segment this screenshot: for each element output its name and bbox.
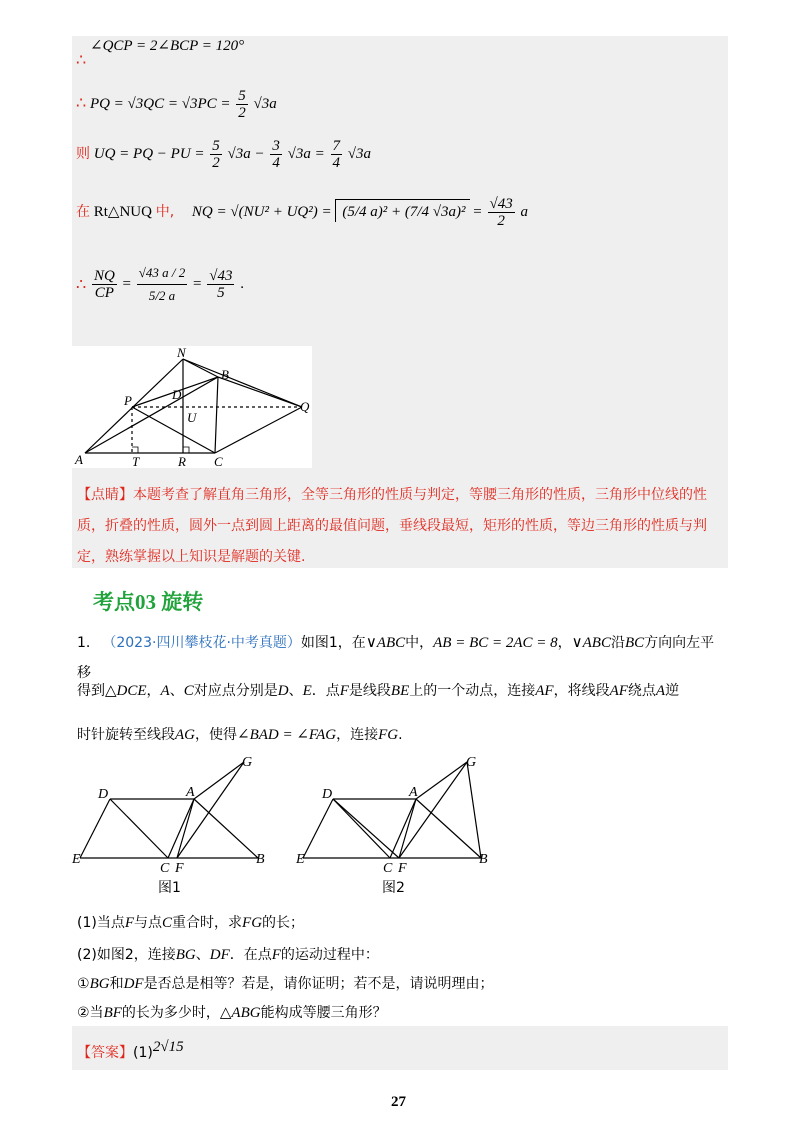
solution-line-1: ∠QCP = 2∠BCP = 120° xyxy=(90,38,245,54)
label-R: R xyxy=(178,454,186,468)
fig1-label-F: F xyxy=(175,861,184,876)
fig2-label-F: F xyxy=(398,861,407,876)
fraction: $\frac{5}{2}$ xyxy=(238,88,246,121)
fraction: $\frac{7}{4}$ xyxy=(332,138,340,171)
answer-prefix: (1) xyxy=(133,1045,153,1061)
figure-2-caption: 图2 xyxy=(382,880,405,896)
key-point-tag: 【点睛】 xyxy=(77,487,133,503)
fig2-label-B: B xyxy=(479,852,488,867)
segment-BQ xyxy=(218,377,302,407)
fraction: $\frac{√43}{5}$ xyxy=(209,268,233,301)
solution-line-5: ∴ $\frac{NQ}{CP}$ = $\frac{√43 a / 2}{5/2 a}$ = $\frac{√43}{5}$ . xyxy=(76,262,244,307)
question-1: (1)当点F与点C重合时，求FG的长； xyxy=(77,915,305,931)
figure-2 xyxy=(303,762,481,858)
segment-PC xyxy=(132,407,215,453)
section-title: 考点03 旋转 xyxy=(93,590,204,614)
fig1-label-C: C xyxy=(160,861,170,876)
fig1-label-E: E xyxy=(72,852,81,867)
nested-radical: (5/4 a)² + (7/4 √3a)² xyxy=(335,199,469,222)
label-Q: Q xyxy=(300,399,310,414)
fig2-label-C: C xyxy=(383,861,393,876)
key-point-comment xyxy=(77,480,727,573)
label-C: C xyxy=(214,454,223,468)
right-angle-T xyxy=(132,447,138,453)
fig2-label-D: D xyxy=(322,787,333,802)
fraction: $\frac{5}{2}$ xyxy=(212,138,220,171)
solution-line-2: ∴ PQ = √3QC = √3PC = $\frac{5}{2}$ √3a xyxy=(76,88,277,121)
answer-value: 2√15 xyxy=(152,1039,184,1055)
question-2-part-1: ①BG和DF是否总是相等？若是，请你证明；若不是，请说明理由； xyxy=(77,976,494,992)
fig2-label-G: G xyxy=(466,755,477,770)
problem-line-1: 1. （2023·四川攀枝花·中考真题）如图1，在∨ABC中，AB = BC = 2AC = 8，∨ABC沿BC方向向左平移 xyxy=(77,635,715,681)
question-2-part-2: ②当BF的长为多少时，△ABG能构成等腰三角形？ xyxy=(77,1005,387,1021)
question-2: (2)如图2，连接BG、DF．在点F的运动过程中： xyxy=(77,947,379,963)
fig1-label-B: B xyxy=(256,852,265,867)
label-B: B xyxy=(221,367,229,382)
figure-1 xyxy=(80,762,258,858)
geometry-figure-1-svg xyxy=(72,346,312,468)
answer-line xyxy=(77,1032,727,1068)
fig1-label-G: G xyxy=(242,755,253,770)
fraction: $\frac{√43}{2}$ xyxy=(489,196,513,229)
geometry-figure-1 xyxy=(72,346,312,468)
problem-source: （2023·四川攀枝花·中考真题） xyxy=(102,635,301,651)
fig2-label-A: A xyxy=(409,785,418,800)
fig1-label-D: D xyxy=(98,787,109,802)
label-D: D xyxy=(172,387,182,402)
problem-line-2: 得到△DCE，A、C对应点分别是D、E．点F是线段BE上的一个动点，连接AF，将线段AF绕点A逆 xyxy=(77,683,680,699)
fig2-label-E: E xyxy=(296,852,305,867)
segment-CQ xyxy=(215,407,302,453)
label-T: T xyxy=(132,454,140,468)
solution-line-4: 在 Rt△NUQ 中, NQ = √(NU² + UQ²) = (5/4 a)² + (7/4 √3a)² = $\frac{√43}{2}$ a xyxy=(76,196,528,229)
fig1-label-A: A xyxy=(186,785,195,800)
segment-NB xyxy=(183,359,218,377)
label-P: P xyxy=(124,393,132,408)
fraction: $\frac{NQ}{CP}$ xyxy=(93,268,115,301)
segment-BC xyxy=(215,377,218,453)
solution-line-3: 则 UQ = PQ − PU = $\frac{5}{2}$ √3a − $\frac{3}{4}$ √3a = $\frac{7}{4}$ √3a xyxy=(76,138,371,171)
problem-figures-svg xyxy=(70,752,500,900)
therefore-symbol-1: ∴ xyxy=(76,52,87,69)
figure-1-caption: 图1 xyxy=(158,880,181,896)
compound-fraction: $\frac{√43 a / 2}{5/2 a}$ xyxy=(137,262,188,307)
problem-line-3: 时针旋转至线段AG，使得∠BAD = ∠FAG，连接FG. xyxy=(77,727,403,743)
label-U: U xyxy=(187,410,197,425)
label-A: A xyxy=(75,452,83,467)
label-N: N xyxy=(177,346,186,360)
right-angle-R xyxy=(183,447,189,453)
key-point-text: 本题考查了解直角三角形，全等三角形的性质与判定，等腰三角形的性质，三角形中位线的性质，折叠的性质，圆外一点到圆上距离的最值问题，垂线段最短，矩形的性质，等边三角形的性质与判定，熟练掌握以上知识是解题的关键. xyxy=(77,487,707,565)
problem-figures xyxy=(70,752,500,900)
fraction: $\frac{3}{4}$ xyxy=(272,138,280,171)
page-number: 27 xyxy=(391,1094,406,1110)
problem-number: 1. xyxy=(77,635,91,651)
answer-tag: 【答案】 xyxy=(77,1045,133,1061)
